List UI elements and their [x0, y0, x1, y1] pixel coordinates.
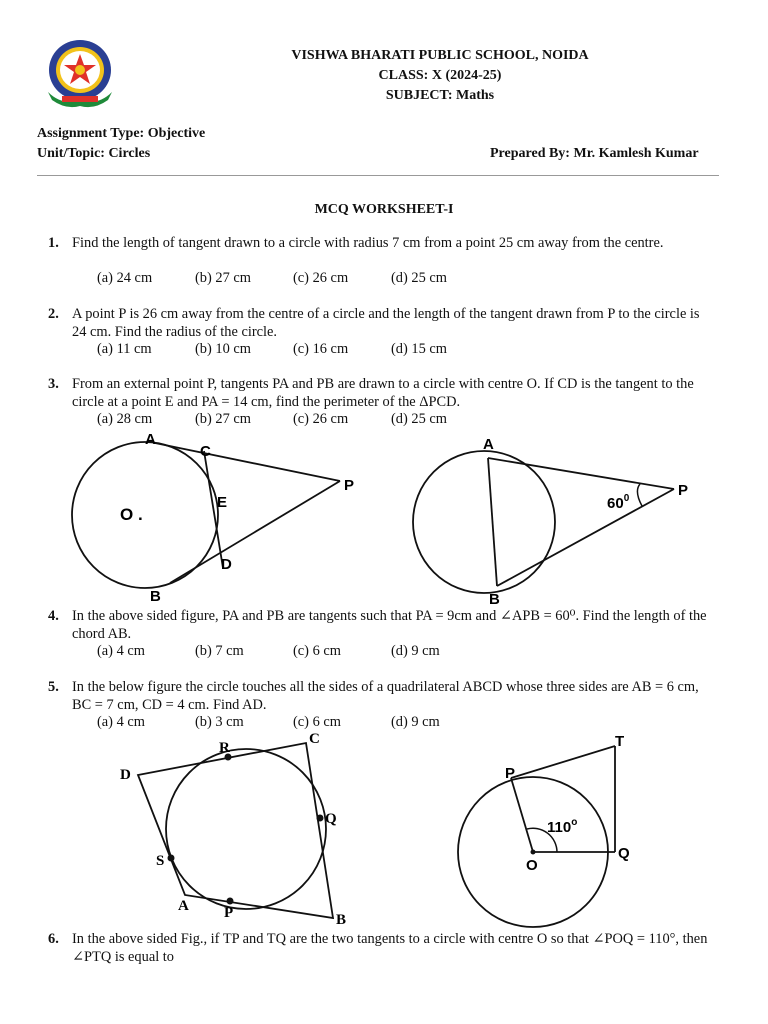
label-a: A	[483, 436, 494, 453]
chord-ab	[488, 458, 497, 586]
class-line: CLASS: X (2024-25)	[378, 68, 502, 83]
tangent-pb	[170, 481, 340, 583]
option-d: (d) 25 cm	[391, 411, 447, 427]
label-q: Q	[618, 845, 630, 862]
figure-chord-ab	[400, 428, 720, 608]
question-text: From an external point P, tangents PA and PB are drawn to a circle with centre O. If CD is the tangent to the circle at a point E and PA = 14 cm, find the perimeter of the ΔPCD.	[72, 376, 694, 410]
question-5: 5. In the below figure the circle touches all the sides of a quadrilateral ABCD whose three sides are AB = 6 cm, BC = 7 cm, CD = 4 cm. Find AD. (a) 4 cm (b) 3 cm (c) 6 cm (d) 9 cm	[48, 678, 718, 732]
label-p: P	[224, 905, 234, 921]
label-e: E	[217, 494, 228, 511]
header-divider	[37, 175, 719, 176]
point-q	[317, 815, 324, 822]
label-r: R	[219, 740, 230, 756]
prepared-by: Prepared By: Mr. Kamlesh Kumar	[490, 146, 699, 161]
question-text: In the below figure the circle touches all the sides of a quadrilateral ABCD whose three sides are AB = 6 cm, BC = 7 cm, CD = 4 cm. Find AD.	[72, 679, 699, 713]
label-c: C	[309, 731, 320, 747]
option-b: (b) 10 cm	[195, 341, 251, 357]
incircle	[166, 749, 326, 909]
tangent-pa	[155, 443, 340, 481]
option-c: (c) 26 cm	[293, 270, 349, 286]
option-c: (c) 16 cm	[293, 341, 349, 357]
option-d: (d) 9 cm	[391, 643, 440, 659]
tangent-tp	[511, 746, 615, 778]
label-b: B	[489, 591, 500, 608]
option-b: (b) 3 cm	[195, 714, 244, 730]
option-a: (a) 11 cm	[97, 341, 152, 357]
angle-arc	[637, 484, 642, 506]
circle	[413, 451, 555, 593]
quadrilateral-abcd	[138, 743, 333, 918]
angle-label: 110$^o$	[547, 817, 578, 836]
question-3: 3. From an external point P, tangents PA and PB are drawn to a circle with centre O. If CD is the tangent to the circle at a point E and PA = 14 cm, find the perimeter of the ΔPCD. (a) 28 cm (b) 27 cm (c) 26 cm (d) 25 cm	[48, 375, 718, 429]
label-p: P	[678, 482, 689, 499]
unit-topic: Unit/Topic: Circles	[37, 146, 151, 161]
label-b: B	[150, 588, 161, 605]
angle-label: $60^0$	[607, 493, 630, 512]
option-c: (c) 26 cm	[293, 411, 349, 427]
school-name: VISHWA BHARATI PUBLIC SCHOOL, NOIDA	[291, 48, 589, 63]
radius-op	[511, 778, 533, 852]
figure-quadrilateral	[110, 725, 370, 930]
option-a: (a) 4 cm	[97, 643, 145, 659]
option-c: (c) 6 cm	[293, 643, 341, 659]
circle	[72, 442, 218, 588]
point-p	[227, 898, 234, 905]
label-t: T	[615, 733, 625, 750]
option-a: (a) 28 cm	[97, 411, 153, 427]
tangent-pb	[497, 489, 674, 586]
option-b: (b) 27 cm	[195, 411, 251, 427]
subject-line: SUBJECT: Maths	[385, 88, 495, 103]
question-1: 1. Find the length of tangent drawn to a circle with radius 7 cm from a point 25 cm away from the centre. (a) 24 cm (b) 27 cm (c) 26 cm (d) 25 cm	[48, 234, 718, 288]
label-b: B	[336, 912, 347, 928]
figure-tangent-triangle	[60, 428, 380, 608]
question-text: In the above sided Fig., if TP and TQ are the two tangents to a circle with centre O so that ∠POQ = 110°, then ∠PTQ is equal to	[72, 931, 708, 965]
label-a: A	[145, 431, 156, 448]
label-q: Q	[325, 811, 337, 827]
label-o: O	[526, 857, 538, 874]
question-6: 6. In the above sided Fig., if TP and TQ are the two tangents to a circle with centre O so that ∠POQ = 110°, then ∠PTQ is equal to	[48, 930, 718, 970]
option-a: (a) 24 cm	[97, 270, 153, 286]
question-text: In the above sided figure, PA and PB are tangents such that PA = 9cm and ∠APB = 60⁰. Find the length of the chord AB.	[72, 608, 707, 642]
tangent-pa	[488, 458, 674, 489]
option-d: (d) 9 cm	[391, 714, 440, 730]
label-a: A	[178, 898, 189, 914]
option-c: (c) 6 cm	[293, 714, 341, 730]
label-o: O .	[120, 505, 143, 524]
option-d: (d) 15 cm	[391, 341, 447, 357]
question-text: A point P is 26 cm away from the centre of a circle and the length of the tangent drawn from P to the circle is 24 cm. Find the radius of the circle.	[72, 306, 700, 340]
option-b: (b) 27 cm	[195, 270, 251, 286]
point-s	[168, 855, 175, 862]
label-s: S	[156, 853, 165, 869]
label-c: C	[200, 443, 211, 460]
option-d: (d) 25 cm	[391, 270, 447, 286]
question-text: Find the length of tangent drawn to a circle with radius 7 cm from a point 25 cm away from the centre.	[72, 235, 664, 251]
label-p: P	[344, 477, 355, 494]
figure-tangents-tp-tq	[445, 728, 645, 928]
worksheet-title: MCQ WORKSHEET-I	[314, 202, 454, 217]
option-a: (a) 4 cm	[97, 714, 145, 730]
point-o	[531, 850, 536, 855]
option-b: (b) 7 cm	[195, 643, 244, 659]
assignment-type: Assignment Type: Objective	[37, 126, 206, 141]
question-4: 4. In the above sided figure, PA and PB are tangents such that PA = 9cm and ∠APB = 60⁰. Find the length of the chord AB. (a) 4 cm (b) 7 cm (c) 6 cm (d) 9 cm	[48, 607, 718, 661]
label-d: D	[120, 767, 131, 783]
question-2: 2. A point P is 26 cm away from the centre of a circle and the length of the tangent drawn from P to the circle is 24 cm. Find the radius of the circle. (a) 11 cm (b) 10 cm (c) 16 cm (d) 15 cm	[48, 305, 718, 359]
label-d: D	[221, 556, 232, 573]
label-p: P	[505, 765, 516, 782]
